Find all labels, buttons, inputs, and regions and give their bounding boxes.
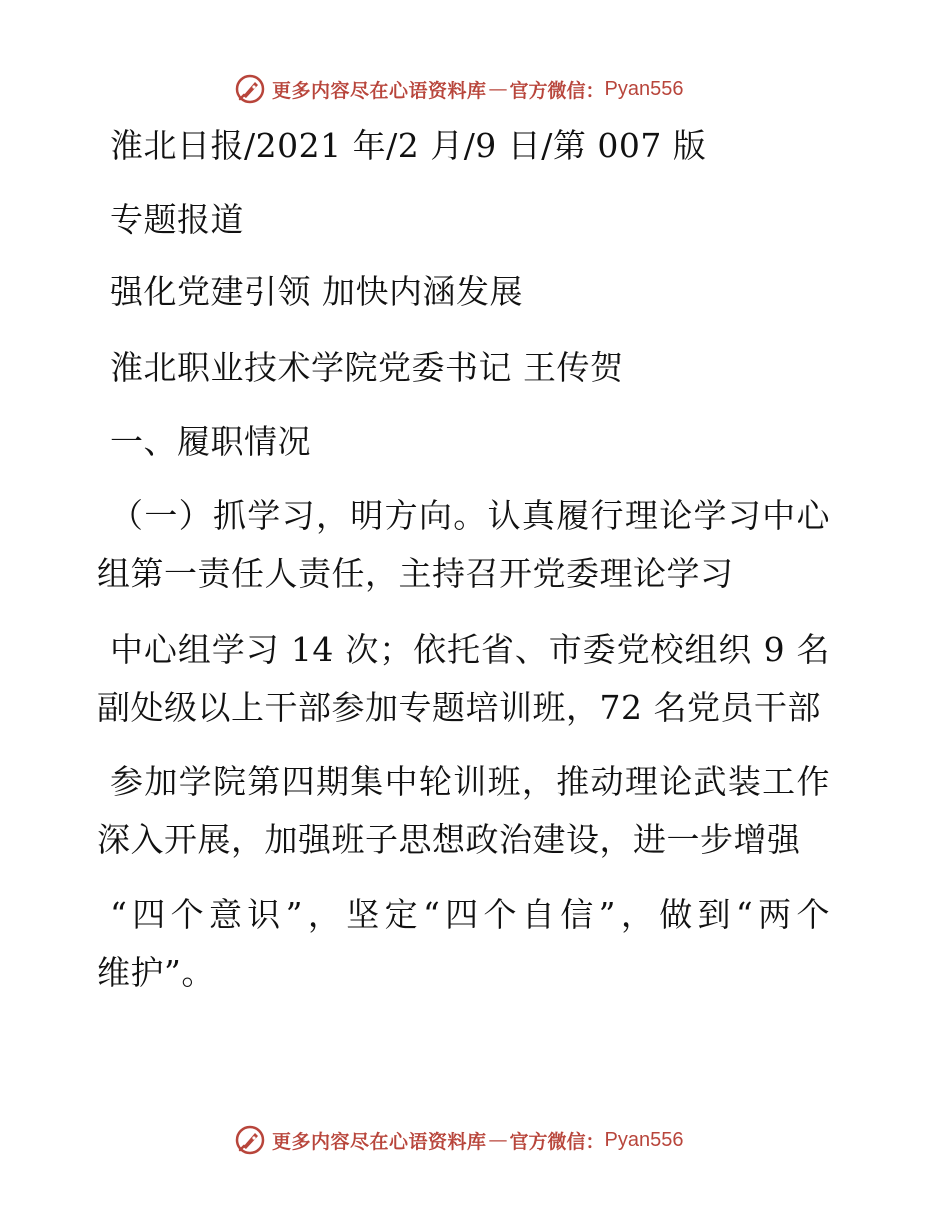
source-line: 淮北日报/2021 年/2 月/9 日/第 007 版 (110, 126, 707, 165)
pen-nib-seal-icon (234, 1124, 266, 1156)
watermark-top (234, 72, 684, 106)
body-line: “四个意识”，坚定“四个自信”，做到“两个 (110, 895, 830, 934)
watermark-wechat-label: 官方微信： (509, 1130, 605, 1153)
body-line: 深入开展，加强班子思想政治建设，进一步增强 (97, 820, 801, 859)
watermark-dash: — (488, 1129, 508, 1151)
watermark-wechat-label: 官方微信： (509, 79, 605, 102)
article-title: 强化党建引领 加快内涵发展 (110, 272, 523, 311)
watermark-wechat-id: Pyan556 (604, 77, 684, 100)
watermark-text: 更多内容尽在心语资料库 (272, 79, 487, 102)
watermark-text: 更多内容尽在心语资料库 (272, 1130, 487, 1153)
watermark-wechat-id: Pyan556 (604, 1128, 684, 1151)
section-heading: 一、履职情况 (110, 422, 311, 461)
watermark-dash: — (488, 78, 508, 100)
article-author: 淮北职业技术学院党委书记 王传贺 (110, 348, 624, 387)
body-line: 副处级以上干部参加专题培训班，72 名党员干部 (97, 688, 821, 727)
body-line: （一）抓学习，明方向。认真履行理论学习中心 (110, 496, 830, 535)
watermark-bottom (234, 1123, 684, 1157)
body-line: 参加学院第四期集中轮训班，推动理论武装工作 (110, 762, 830, 801)
body-line: 中心组学习 14 次；依托省、市委党校组织 9 名 (110, 630, 830, 669)
section-label: 专题报道 (110, 200, 244, 239)
body-line: 维护”。 (97, 953, 215, 992)
pen-nib-seal-icon (234, 73, 266, 105)
body-line: 组第一责任人责任，主持召开党委理论学习 (97, 554, 734, 593)
